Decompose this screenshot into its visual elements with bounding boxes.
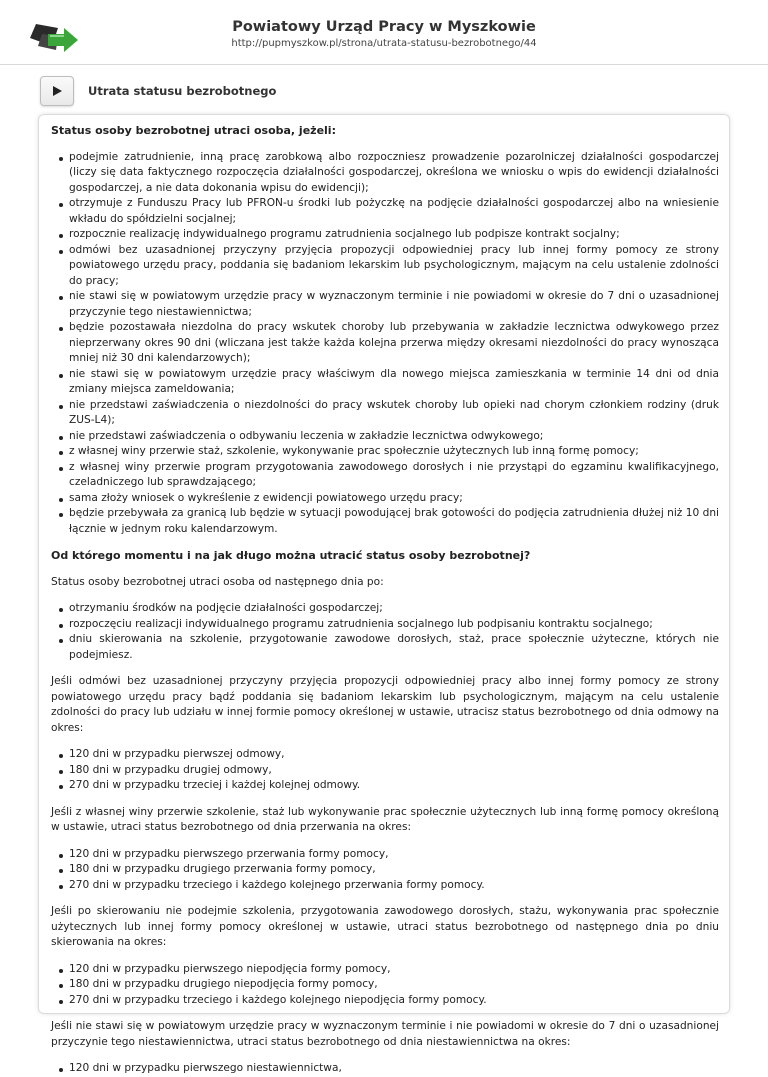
breadcrumb xyxy=(0,65,768,117)
list-item: podejmie zatrudnienie, inną pracę zarobkową albo rozpoczniesz prowadzenie pozarolniczej działalności gospodarczej (liczy się data faktycznego rozpoczęcia działalności gospodarczej, określona we wniosku o wpis do ewidencji działalności gospodarczej, a nie data dokonania wpisu do ewidencji); xyxy=(61,150,719,197)
paragraph: Jeśli nie stawi się w powiatowym urzędzie pracy w wyznaczonym terminie i nie powiadomi w okresie do 7 dni o uzasadnionej przyczynie tego niestawiennictwa, utraci status bezrobotnego od dnia niestawiennictwa na okres: xyxy=(51,1020,719,1048)
list-item: z własnej winy przerwie program przygotowania zawodowego dorosłych i nie przystąpi do egzaminu kwalifikacyjnego, czeladniczego lub sprawdzającego; xyxy=(61,460,719,491)
list-item: będzie pozostawała niezdolna do pracy wskutek choroby lub przebywania w zakładzie lecznictwa odwykowego przez nieprzerwany okres 90 dni (wliczana jest także każda kolejna przerwa między okresami niezdolności do pracy wynosząca mniej niż 30 dni kalendarzowych); xyxy=(61,320,719,367)
list-item: 180 dni w przypadku drugiej odmowy, xyxy=(61,763,719,779)
period-list xyxy=(51,962,719,1009)
list-item: sama złoży wniosek o wykreślenie z ewidencji powiatowego urzędu pracy; xyxy=(61,491,719,507)
list-item: 270 dni w przypadku trzeciego i każdego kolejnego przerwania formy pomocy. xyxy=(61,878,719,894)
section-heading: Od którego momentu i na jak długo można utracić status osoby bezrobotnej? xyxy=(51,549,531,562)
page-header xyxy=(0,0,768,65)
paragraph: Jeśli po skierowaniu nie podejmie szkolenia, przygotowania zawodowego dorosłych, stażu, wykonywania prac społecznie użytecznych lub innej formy pomocy określonej w ustawie, utraci status bezrobotnego od następnego dnia po dniu skierowania na okres: xyxy=(51,905,719,948)
section-heading: Status osoby bezrobotnej utraci osoba, jeżeli: xyxy=(51,124,336,137)
list-item: rozpoczęciu realizacji indywidualnego programu zatrudnienia socjalnego lub podpisaniu kontraktu socjalnego; xyxy=(61,617,719,633)
list-item: z własnej winy przerwie staż, szkolenie, wykonywanie prac społecznie użytecznych lub inną formę pomocy; xyxy=(61,444,719,460)
list-item: nie stawi się w powiatowym urzędzie pracy w wyznaczonym terminie i nie powiadomi w okresie do 7 dni o uzasadnionej przyczynie tego niestawiennictwa; xyxy=(61,289,719,320)
period-list xyxy=(51,747,719,794)
list-item: 120 dni w przypadku pierwszej odmowy, xyxy=(61,747,719,763)
list-item: rozpocznie realizację indywidualnego programu zatrudnienia socjalnego lub podpisze kontrakt socjalny; xyxy=(61,227,719,243)
site-title: Powiatowy Urząd Pracy w Myszkowie xyxy=(232,19,536,35)
article-content xyxy=(38,114,730,1074)
list-item: odmówi bez uzasadnionej przyczyny przyjęcia propozycji odpowiedniej pracy lub innej formy pomocy ze strony powiatowego urzędu pracy, poddania się badaniom lekarskim lub psychologicznym, mającym na celu ustalenie zdolności do pracy; xyxy=(61,243,719,290)
list-item: 120 dni w przypadku pierwszego niestawiennictwa, xyxy=(61,1061,719,1077)
paragraph: Jeśli z własnej winy przerwie szkolenie, staż lub wykonywanie prac społecznie użytecznych lub inną formę pomocy określoną w ustawie, utraci status bezrobotnego od dnia przerwania na okres: xyxy=(51,805,719,833)
list-item: otrzymuje z Funduszu Pracy lub PFRON-u środki lub pożyczkę na podjęcie działalności gospodarczej albo na wniesienie wkładu do spółdzielni socjalnej; xyxy=(61,196,719,227)
list-item: 120 dni w przypadku pierwszego przerwania formy pomocy, xyxy=(61,847,719,863)
list-item: dniu skierowania na szkolenie, przygotowanie zawodowe dorosłych, staż, prace społecznie użyteczne, których nie podejmiesz. xyxy=(61,632,719,663)
site-url[interactable]: http://pupmyszkow.pl/strona/utrata-statusu-bezrobotnego/44 xyxy=(231,38,537,49)
list-item: będzie przebywała za granicą lub będzie w sytuacji powodującej brak gotowości do podjęcia zatrudnienia dłużej niż 10 dni łącznie w jednym roku kalendarzowym. xyxy=(61,506,719,537)
start-moments-list xyxy=(51,601,719,663)
logo-icon[interactable] xyxy=(28,16,80,56)
list-item: otrzymaniu środków na podjęcie działalności gospodarczej; xyxy=(61,601,719,617)
page-title: Utrata statusu bezrobotnego xyxy=(88,84,277,98)
list-item: nie stawi się w powiatowym urzędzie pracy właściwym dla nowego miejsca zamieszkania w terminie 14 dni od dnia zmiany miejsca zameldowania; xyxy=(61,367,719,398)
period-list xyxy=(51,1061,719,1077)
list-item: nie przedstawi zaświadczenia o niezdolności do pracy wskutek choroby lub opieki nad chorym członkiem rodziny (druk ZUS-L4); xyxy=(61,398,719,429)
play-arrow-icon xyxy=(51,85,63,97)
list-item: 180 dni w przypadku drugiego przerwania formy pomocy, xyxy=(61,862,719,878)
list-item: 270 dni w przypadku trzeciego i każdego kolejnego niepodjęcia formy pomocy. xyxy=(61,993,719,1009)
period-list xyxy=(51,847,719,894)
list-item: 180 dni w przypadku drugiego niepodjęcia formy pomocy, xyxy=(61,977,719,993)
breadcrumb-arrow-button[interactable] xyxy=(40,76,74,106)
paragraph: Status osoby bezrobotnej utraci osoba od następnego dnia po: xyxy=(51,575,384,588)
list-item: 270 dni w przypadku trzeciej i każdej kolejnej odmowy. xyxy=(61,778,719,794)
paragraph: Jeśli odmówi bez uzasadnionej przyczyny przyjęcia propozycji odpowiedniej pracy albo innej formy pomocy ze strony powiatowego urzędu pracy bądź poddania się badaniom lekarskim lub psychologicznym, mającym na celu ustalenie zdolności do pracy lub udziału w innej formie pomocy określonej w ustawie, utracisz status bezrobotnego od dnia odmowy na okres: xyxy=(51,675,719,734)
list-item: nie przedstawi zaświadczenia o odbywaniu leczenia w zakładzie lecznictwa odwykowego; xyxy=(61,429,719,445)
list-item: 120 dni w przypadku pierwszego niepodjęcia formy pomocy, xyxy=(61,962,719,978)
loss-conditions-list xyxy=(51,150,719,538)
